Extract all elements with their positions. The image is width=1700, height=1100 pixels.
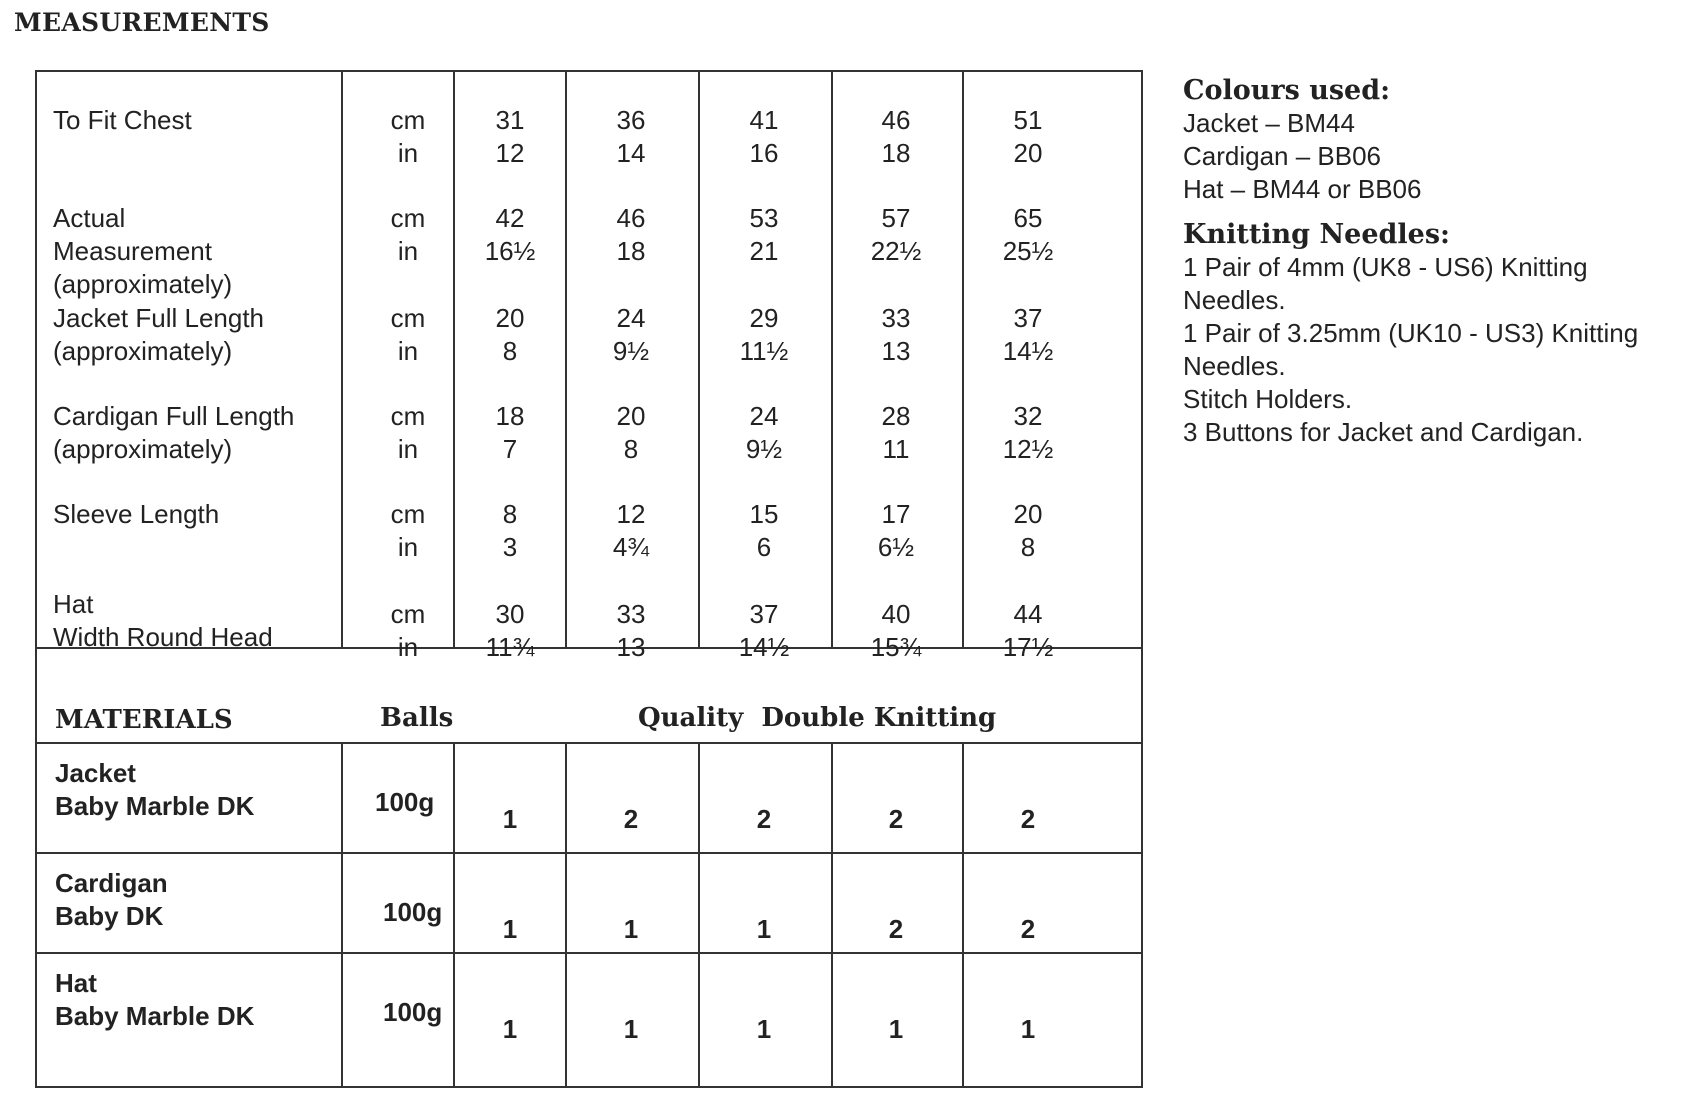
grid-vline: [341, 742, 343, 1088]
unit-in: in: [397, 434, 419, 464]
material-name: Cardigan: [55, 868, 168, 898]
colours-list: [1183, 107, 1693, 206]
measure-value-cm: 46: [616, 203, 646, 233]
unit-in: in: [397, 138, 419, 168]
measure-value-in: 12: [495, 138, 525, 168]
measure-label: (approximately): [53, 269, 233, 299]
material-name: Baby Marble DK: [55, 791, 255, 821]
measure-value-in: 25½: [1002, 236, 1054, 266]
measure-value-in: 12½: [1002, 434, 1054, 464]
measure-value-in: 16: [749, 138, 779, 168]
colours-title: Colours used:: [1183, 75, 1391, 106]
grid-vline: [698, 70, 700, 647]
grid-vline: [565, 70, 567, 647]
material-balls: 1: [756, 1014, 772, 1044]
measure-value-in: 9½: [612, 336, 650, 366]
measure-label: Measurement: [53, 236, 212, 266]
measure-value-cm: 17: [881, 499, 911, 529]
measure-value-cm: 36: [616, 105, 646, 135]
measure-label: (approximately): [53, 336, 233, 366]
measure-value-cm: 18: [495, 401, 525, 431]
material-balls: 2: [1020, 914, 1036, 944]
measure-value-in: 18: [881, 138, 911, 168]
unit-cm: cm: [390, 599, 426, 629]
measure-value-in: 8: [623, 434, 639, 464]
measure-value-cm: 31: [495, 105, 525, 135]
measure-value-in: 14: [616, 138, 646, 168]
material-balls: 2: [888, 804, 904, 834]
measure-value-cm: 37: [749, 599, 779, 629]
measure-value-in: 18: [616, 236, 646, 266]
measure-value-cm: 12: [616, 499, 646, 529]
page-heading: MEASUREMENTS: [14, 8, 270, 37]
unit-in: in: [397, 236, 419, 266]
grid-vline: [341, 70, 343, 647]
measure-value-cm: 20: [616, 401, 646, 431]
unit-cm: cm: [390, 401, 426, 431]
grid-vline: [962, 742, 964, 1088]
measure-value-in: 20: [1013, 138, 1043, 168]
measure-label: To Fit Chest: [53, 105, 192, 135]
colour-item: Cardigan – BB06: [1183, 141, 1382, 171]
measure-value-cm: 57: [881, 203, 911, 233]
measure-value-cm: 33: [616, 599, 646, 629]
measure-value-cm: 20: [1013, 499, 1043, 529]
material-name: Baby DK: [55, 901, 164, 931]
measure-value-cm: 37: [1013, 303, 1043, 333]
material-balls: 2: [1020, 804, 1036, 834]
unit-cm: cm: [390, 499, 426, 529]
quality-label: Quality Double Knitting: [638, 703, 997, 733]
measure-value-in: 14½: [1002, 336, 1054, 366]
grid-hline: [35, 852, 1143, 854]
unit-cm: cm: [390, 105, 426, 135]
grid-vline: [453, 742, 455, 1088]
measure-value-in: 22½: [870, 236, 922, 266]
measure-label: Jacket Full Length: [53, 303, 265, 333]
measure-value-cm: 65: [1013, 203, 1043, 233]
measure-value-in: 11½: [739, 336, 789, 366]
material-balls: 1: [756, 914, 772, 944]
unit-cm: cm: [390, 303, 426, 333]
grid-vline: [698, 742, 700, 1088]
material-balls: 1: [623, 914, 639, 944]
needle-item: Needles.: [1183, 285, 1286, 315]
material-balls: 2: [756, 804, 772, 834]
material-name: Baby Marble DK: [55, 1001, 255, 1031]
measure-value-cm: 32: [1013, 401, 1043, 431]
measure-value-in: 15¾: [870, 632, 922, 662]
material-weight: 100g: [375, 787, 435, 817]
measure-value-in: 9½: [745, 434, 783, 464]
grid-vline: [831, 742, 833, 1088]
measure-value-cm: 42: [495, 203, 525, 233]
measure-value-in: 16½: [484, 236, 536, 266]
measure-value-in: 8: [502, 336, 518, 366]
measure-value-cm: 51: [1013, 105, 1043, 135]
measure-value-in: 11: [882, 434, 910, 464]
measure-label: Cardigan Full Length: [53, 401, 295, 431]
balls-label: Balls: [380, 703, 454, 733]
colour-item: Jacket – BM44: [1183, 108, 1355, 138]
measure-value-in: 8: [1020, 532, 1036, 562]
measure-value-in: 7: [502, 434, 518, 464]
measure-value-cm: 8: [502, 499, 518, 529]
material-balls: 1: [502, 1014, 518, 1044]
material-balls: 1: [502, 804, 518, 834]
material-name: Hat: [55, 968, 97, 998]
measure-value-in: 14½: [738, 632, 790, 662]
measure-value-cm: 53: [749, 203, 779, 233]
measure-value-in: 17½: [1002, 632, 1054, 662]
measure-value-in: 11¾: [485, 632, 535, 662]
needle-item: Needles.: [1183, 351, 1286, 381]
unit-in: in: [397, 336, 419, 366]
material-balls: 1: [1020, 1014, 1036, 1044]
measure-value-in: 13: [616, 632, 646, 662]
measure-value-cm: 33: [881, 303, 911, 333]
measure-value-cm: 15: [749, 499, 779, 529]
unit-cm: cm: [390, 203, 426, 233]
measure-label: Width Round Head: [53, 622, 273, 652]
measure-value-cm: 41: [749, 105, 779, 135]
grid-vline: [831, 70, 833, 647]
measure-value-cm: 40: [881, 599, 911, 629]
measure-label: Actual: [53, 203, 126, 233]
unit-in: in: [397, 632, 419, 662]
measure-value-cm: 28: [881, 401, 911, 431]
material-name: Jacket: [55, 758, 136, 788]
measure-label: (approximately): [53, 434, 233, 464]
measure-value-cm: 20: [495, 303, 525, 333]
info-panel: [1183, 74, 1693, 449]
needles-title: Knitting Needles:: [1183, 219, 1450, 250]
material-balls: 1: [623, 1014, 639, 1044]
material-balls: 1: [502, 914, 518, 944]
material-balls: 1: [888, 1014, 904, 1044]
material-weight: 100g: [383, 997, 443, 1027]
measure-label: Hat: [53, 589, 94, 619]
grid-hline: [35, 742, 1143, 744]
measure-value-in: 6: [756, 532, 772, 562]
measure-value-cm: 24: [616, 303, 646, 333]
grid-hline: [35, 952, 1143, 954]
grid-vline: [565, 742, 567, 1088]
measure-value-in: 6½: [877, 532, 915, 562]
measure-value-cm: 29: [749, 303, 779, 333]
measure-value-in: 13: [881, 336, 911, 366]
material-weight: 100g: [383, 897, 443, 927]
needle-item: 1 Pair of 4mm (UK8 - US6) Knitting: [1183, 252, 1588, 282]
measure-value-in: 21: [749, 236, 779, 266]
measure-label: Sleeve Length: [53, 499, 220, 529]
needle-item: Stitch Holders.: [1183, 384, 1353, 414]
measure-value-in: 4¾: [612, 532, 650, 562]
grid-vline: [962, 70, 964, 647]
material-balls: 2: [888, 914, 904, 944]
measure-value-cm: 44: [1013, 599, 1043, 629]
needle-item: 3 Buttons for Jacket and Cardigan.: [1183, 417, 1584, 447]
materials-title: MATERIALS: [55, 705, 233, 735]
measure-value-cm: 46: [881, 105, 911, 135]
colour-item: Hat – BM44 or BB06: [1183, 174, 1422, 204]
material-balls: 2: [623, 804, 639, 834]
unit-in: in: [397, 532, 419, 562]
measure-value-in: 3: [502, 532, 518, 562]
needles-list: [1183, 251, 1693, 449]
measure-value-cm: 30: [495, 599, 525, 629]
needle-item: 1 Pair of 3.25mm (UK10 - US3) Knitting: [1183, 318, 1639, 348]
measure-value-cm: 24: [749, 401, 779, 431]
